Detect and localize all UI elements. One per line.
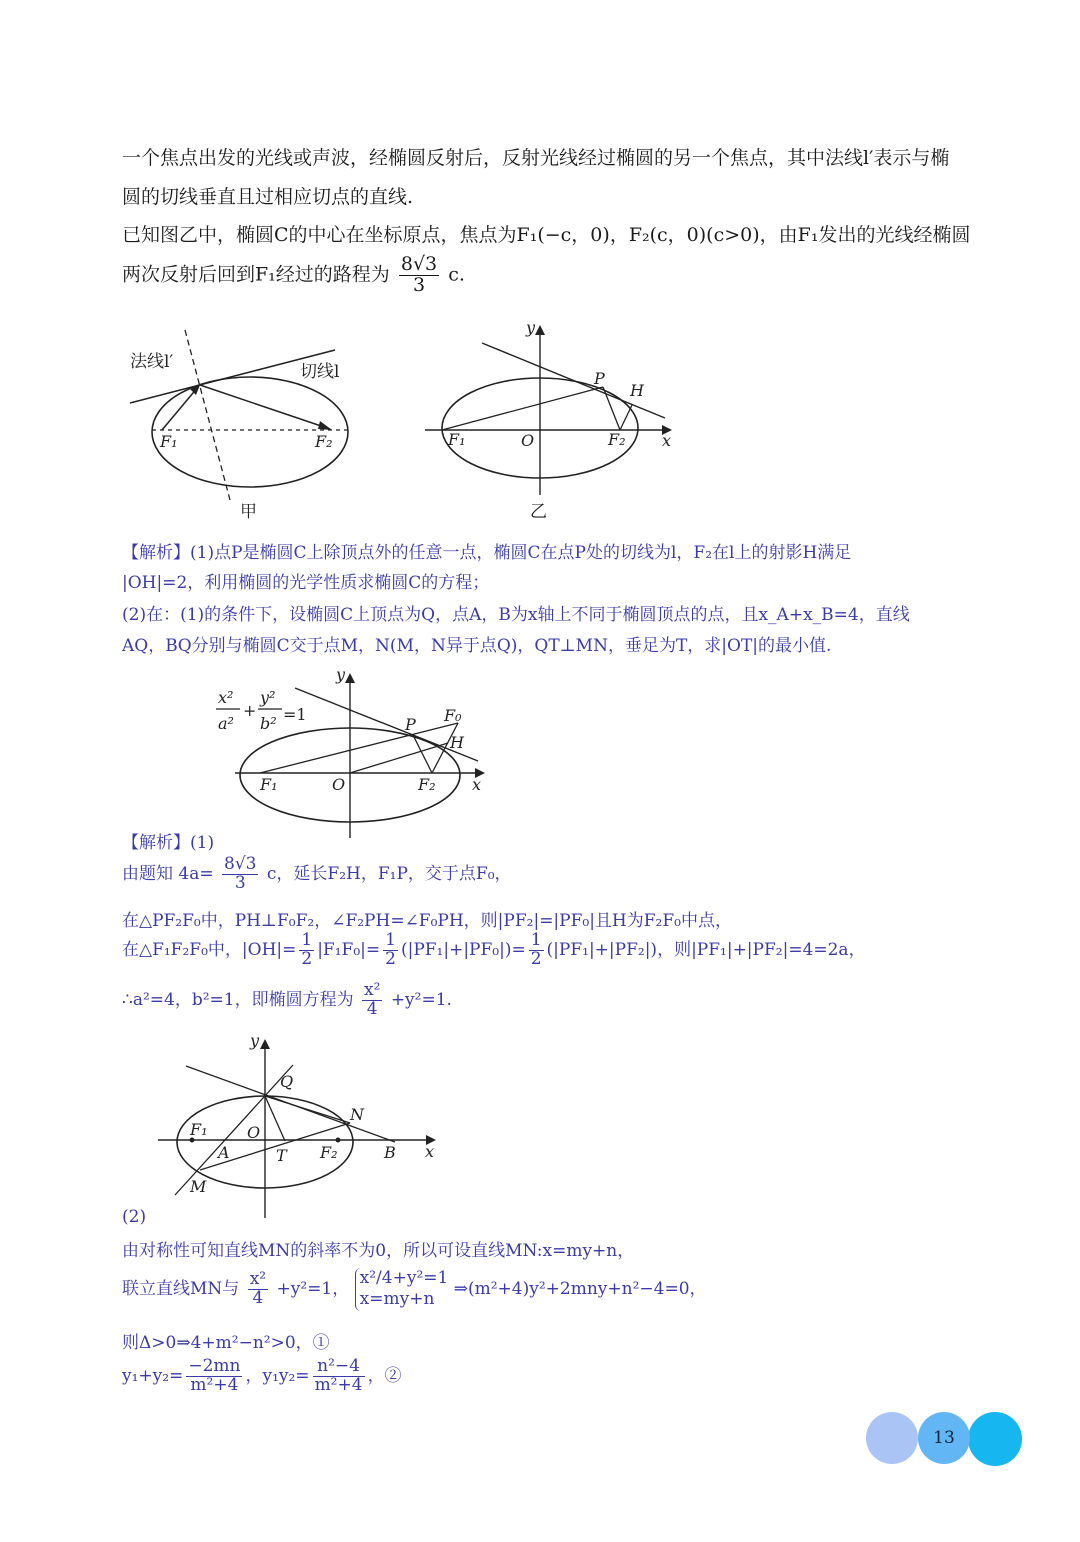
sol2-line-3: 则Δ>0⇒4+m²−n²>0，① [122, 1333, 330, 1353]
intro-line-2: 圆的切线垂直且过相应切点的直线. [122, 186, 414, 208]
sol1-line-4 [122, 982, 452, 1019]
sol2-l4-a: y₁+y₂= [122, 1365, 184, 1386]
sol2-system-eq2: x=my+n [359, 1289, 435, 1310]
intro-line-4 [122, 255, 465, 296]
f4-line-qn [265, 1096, 350, 1123]
page-number: 13 [933, 1428, 955, 1448]
yi-h: H [630, 381, 644, 400]
f4-f2-dot [336, 1138, 341, 1143]
question-line-2: |OH|=2，利用椭圆的光学性质求椭圆C的方程； [122, 573, 490, 593]
yi-f2: F₂ [608, 430, 626, 449]
yi-caption: 乙 [530, 502, 547, 522]
f4-q: Q [280, 1072, 294, 1091]
sol2-l4-frac1: $\frac{-2mn}{\text{m²+4}}$ [188, 1356, 241, 1395]
yi-f1p [442, 387, 603, 430]
figure-three [210, 663, 500, 843]
sol1-half-2: $\frac{1}{2}$ [385, 930, 396, 969]
f3-y-arrow [345, 673, 355, 683]
f4-f1: F₁ [190, 1120, 208, 1139]
sol2-line-2 [122, 1268, 707, 1311]
f3-o-h [350, 743, 448, 773]
f3-f1: F₁ [260, 775, 278, 794]
sol2-l2-text: 联立直线MN与 [122, 1278, 240, 1299]
sol2-system [355, 1268, 449, 1311]
jia-f2: F₂ [315, 432, 333, 451]
f3-y-label: y [336, 665, 346, 684]
jia-caption: 甲 [240, 502, 257, 522]
f4-a: A [218, 1143, 230, 1162]
f3-o: O [332, 775, 346, 794]
sol1-line-3 [122, 932, 866, 969]
f4-y-arrow [260, 1039, 270, 1049]
sol1-line-2: 在△PF₂F₀中，PH⊥F₀F₂，∠F₂PH=∠F₀PH，则|PF₂|=|PF₀|且H为F₂F₀中点， [122, 911, 732, 931]
question-line-1: 【解析】(1)点P是椭圆C上除顶点外的任意一点，椭圆C在点P处的切线为l，F₂在l上的射影H满足 [122, 543, 852, 563]
f3-eq-rhs: =1 [283, 705, 307, 724]
f3-eq-b: b² [260, 714, 277, 733]
f4-x-label: x [425, 1142, 435, 1161]
sol1-line-1-tail: c，延长F₂H，F₁P，交于点F₀， [266, 863, 512, 884]
jia-ray-out [200, 385, 330, 429]
jia-arrow-out [318, 421, 332, 430]
f3-eq-a: a² [218, 714, 234, 733]
intro-line-4-text: 两次反射后回到F₁经过的路程为 [122, 263, 390, 286]
yi-p: P [594, 369, 605, 388]
sol2-line-1: 由对称性可知直线MN的斜率不为0，所以可设直线MN:x=my+n， [122, 1241, 635, 1261]
jia-normal-label: 法线l′ [130, 352, 174, 372]
f3-x-label: x [472, 775, 482, 794]
sol2-l2-tail: ⇒(m²+4)y²+2mny+n²−4=0， [453, 1278, 707, 1299]
jia-normal-line [185, 330, 230, 500]
intro-line-3: 已知图乙中，椭圆C的中心在坐标原点，焦点为F₁(−c，0)，F₂(c，0)(c>0)，由F₁发出的光线经椭圆 [122, 224, 971, 246]
intro-line-4-tail: c. [448, 263, 465, 286]
intro-fraction: $\frac{8√3}{3}$ [400, 253, 438, 296]
f4-b: B [384, 1143, 396, 1162]
sol1-fraction: $\frac{8√3}{3}$ [224, 854, 257, 893]
f3-f2: F₂ [418, 775, 436, 794]
sol2-system-eq1: x²/4+y²=1 [359, 1268, 449, 1288]
f4-n: N [350, 1105, 364, 1124]
sol2-l4-b: ，y₁y₂= [245, 1365, 310, 1386]
sol1-line-1 [122, 856, 512, 893]
f4-t: T [276, 1146, 287, 1165]
sol1-l3-c: (|PF₁|+|PF₀|)= [400, 939, 526, 960]
figure-jia [120, 325, 365, 525]
sol2-heading: (2) [122, 1207, 147, 1227]
f4-m: M [190, 1177, 207, 1196]
sol1-l3-b: |F₁F₀|= [317, 939, 381, 960]
yi-f2h [620, 405, 632, 430]
yi-x-label: x [662, 431, 672, 450]
sol1-l4-text: ∴a²=4，b²=1，即椭圆方程为 [122, 989, 354, 1010]
sol2-l2-fraction: $\frac{\text{x²}}{4}$ [249, 1268, 267, 1308]
sol1-l4-tail: +y²=1. [390, 989, 452, 1010]
f3-p: P [405, 715, 416, 734]
page-circle-left [866, 1412, 918, 1464]
sol2-l2-mid: +y²=1， [276, 1278, 350, 1299]
page-number-badge [918, 1412, 970, 1464]
figure-yi [420, 315, 685, 525]
sol1-half-1: $\frac{1}{2}$ [301, 930, 313, 969]
yi-o: O [521, 431, 535, 450]
f3-eq-y: y² [260, 688, 276, 707]
yi-y-arrow [535, 325, 545, 335]
f4-o: O [247, 1123, 261, 1142]
intro-line-1: 一个焦点出发的光线或声波，经椭圆反射后，反射光线经过椭圆的另一个焦点，其中法线l′表示与椭 [122, 147, 950, 169]
sol2-l4-c: ，② [367, 1365, 402, 1386]
sol2-l4-frac2: $\frac{\text{n²−4}}{\text{m²+4}}$ [314, 1356, 363, 1395]
f4-line-qt [265, 1096, 285, 1141]
sol1-l4-fraction: $\frac{\text{x²}}{4}$ [364, 980, 381, 1019]
f3-p-f2 [413, 735, 432, 773]
yi-y-label: y [526, 318, 536, 337]
sol1-l3-a: 在△F₁F₂F₀中，|OH|= [122, 939, 297, 960]
jia-f1: F₁ [160, 432, 178, 451]
f3-h: H [450, 733, 464, 752]
question-line-4: AQ，BQ分别与椭圆C交于点M，N(M，N异于点Q)，QT⊥MN，垂足为T，求|OT|的最小值. [122, 636, 832, 656]
f3-eq-x: x² [218, 688, 234, 707]
sol1-heading: 【解析】(1) [122, 833, 215, 853]
figure-four [150, 1030, 450, 1220]
f4-f2: F₂ [320, 1143, 338, 1162]
sol1-l3-d: (|PF₁|+|PF₂|)，则|PF₁|+|PF₂|=4=2a， [546, 939, 866, 960]
sol2-line-4 [122, 1358, 402, 1395]
yi-f1: F₁ [448, 430, 466, 449]
f4-y-label: y [250, 1031, 260, 1050]
page-circle-right [968, 1412, 1022, 1466]
question-line-3: (2)在：(1)的条件下，设椭圆C上顶点为Q，点A，B为x轴上不同于椭圆顶点的点，且x_A+x_B=4，直线 [122, 605, 910, 625]
jia-tangent-label: 切线l [300, 362, 340, 382]
f3-f0: F₀ [444, 706, 462, 725]
sol1-half-3: $\frac{1}{2}$ [530, 930, 542, 969]
sol1-line-1-text: 由题知 4a= [122, 863, 214, 884]
f3-eq-plus: + [243, 701, 257, 720]
